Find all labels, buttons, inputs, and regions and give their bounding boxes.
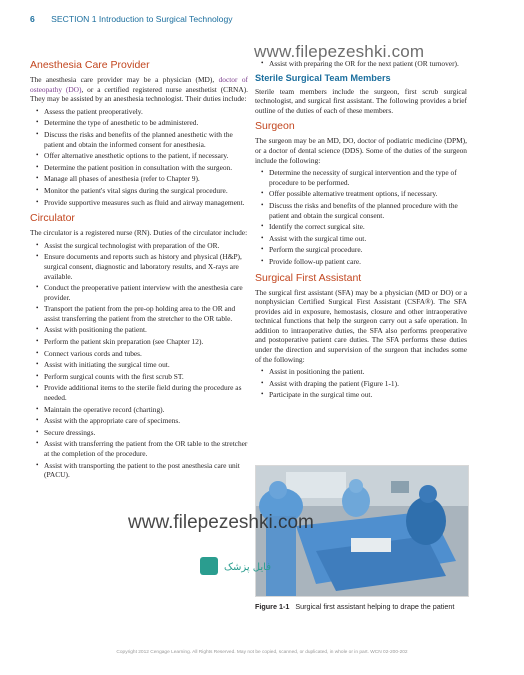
circulator-duties-list xyxy=(30,241,248,480)
list-item: • Identify the correct surgical site. xyxy=(269,222,467,232)
list-item: • Offer possible alternative treatment options, if necessary. xyxy=(269,189,467,199)
running-header xyxy=(30,14,494,28)
figure-caption xyxy=(255,602,475,611)
surgeon-duties-list xyxy=(255,168,467,266)
list-item: • Assess the patient preoperatively. xyxy=(44,107,248,117)
anesthesia-intro: The anesthesia care provider may be a physician (MD), doctor of osteopathy (DO), or a certified registered nurse anesthetist (CRNA). They may be assisted by an anesthesia technologist. Their duties include: xyxy=(30,75,249,104)
sfa-intro: The surgical first assistant (SFA) may be a physician (MD or DO) or a nonphysician Certified Surgical First Assistant (CSFA®). The SFA provides aid in exposure, hemostasis, closure and other intraoperative technical functions that help the surgeon carry out a safe operation. In addition to intraoperative duties, the SFA also performs preoperative and postoperative patient care duties. The SFA performs these duties under the direction and supervision of the surgeon that includes some of the following: xyxy=(255,287,467,364)
figure-label: Figure 1-1 xyxy=(255,602,290,611)
surgeon-intro: The surgeon may be an MD, DO, doctor of podiatric medicine (DPM), or a doctor of dental science (DDS). Some of the duties of the surgeon include the following: xyxy=(255,136,467,165)
list-item: • Determine the necessity of surgical intervention and the type of procedure to be performed. xyxy=(269,168,467,187)
list-item: • Provide additional items to the sterile field during the procedure as needed. xyxy=(44,383,248,402)
list-item: • Perform the patient skin preparation (see Chapter 12). xyxy=(44,337,248,347)
list-item: • Transport the patient from the pre-op holding area to the OR and assist transferring the patient from the stretcher to the OR table. xyxy=(44,304,248,323)
list-item: • Ensure documents and reports such as history and physical (H&P), surgical consent, diagnostic and laboratory results, and X-rays are available. xyxy=(44,252,248,281)
list-item: • Conduct the preoperative patient interview with the anesthesia care provider. xyxy=(44,283,248,302)
list-item: • Provide supportive measures such as fluid and airway management. xyxy=(44,198,248,208)
right-column xyxy=(255,54,467,404)
list-item: • Assist with the surgical time out. xyxy=(269,234,467,244)
list-item: • Participate in the surgical time out. xyxy=(269,390,467,400)
sfa-heading: Surgical First Assistant xyxy=(255,271,362,284)
list-item: • Discuss the risks and benefits of the planned procedure with the patient and obtain the surgical consent. xyxy=(269,201,467,220)
copyright-footer: Copyright 2012 Cengage Learning. All Rights Reserved. May not be copied, scanned, or duplicated, in whole or in part. WCN 02-200-202 xyxy=(116,650,408,655)
list-item: • Assist with transporting the patient to the post anesthesia care unit (PACU). xyxy=(44,461,248,480)
list-item: • Assist with transferring the patient from the OR table to the stretcher at the completion of the procedure. xyxy=(44,439,248,458)
list-item: • Assist the surgical technologist with preparation of the OR. xyxy=(44,241,248,251)
watermark-text: www.filepezeshki.com xyxy=(254,42,425,61)
page-number: 6 xyxy=(30,14,35,24)
circulator-intro: The circulator is a registered nurse (RN). Duties of the circulator include: xyxy=(30,228,248,238)
list-item: • Offer alternative anesthetic options to the patient, if necessary. xyxy=(44,151,248,161)
list-item: • Assist with initiating the surgical time out. xyxy=(44,360,248,370)
osteopathy-link[interactable]: doctor of osteopathy (DO) xyxy=(30,75,248,94)
list-item: • Secure dressings. xyxy=(44,428,248,438)
list-item: • Discuss the risks and benefits of the planned anesthetic with the patient and obtain the informed consent for anesthesia. xyxy=(44,130,248,149)
list-item: • Determine the type of anesthetic to be administered. xyxy=(44,118,248,128)
list-item: • Manage all phases of anesthesia (refer to Chapter 9). xyxy=(44,174,248,184)
watermark-logo-text: فایل پزشک xyxy=(224,562,271,573)
list-item: • Monitor the patient's vital signs during the surgical procedure. xyxy=(44,186,248,196)
anesthesia-duties-list xyxy=(30,107,248,207)
watermark-text: www.filepezeshki.com xyxy=(128,512,314,533)
surgeon-heading: Surgeon xyxy=(255,120,295,133)
figure-caption-text: Surgical first assistant helping to drape the patient xyxy=(295,602,455,611)
list-item: • Maintain the operative record (charting). xyxy=(44,405,248,415)
list-item: • Assist with positioning the patient. xyxy=(44,325,248,335)
sfa-duties-list xyxy=(255,367,467,400)
anesthesia-heading: Anesthesia Care Provider xyxy=(30,59,150,71)
circulator-heading: Circulator xyxy=(30,212,75,225)
list-item: • Assist in positioning the patient. xyxy=(269,367,467,377)
list-item: • Perform the surgical procedure. xyxy=(269,245,467,255)
list-item: • Determine the patient position in consultation with the surgeon. xyxy=(44,163,248,173)
chapter-title: SECTION 1 Introduction to Surgical Technology xyxy=(51,14,233,24)
list-item: • Connect various cords and tubes. xyxy=(44,349,248,359)
list-item: • Perform surgical counts with the first scrub ST. xyxy=(44,372,248,382)
list-item: • Provide follow-up patient care. xyxy=(269,257,467,267)
sterile-team-heading: Sterile Surgical Team Members xyxy=(255,72,391,83)
watermark-logo xyxy=(200,555,296,577)
list-item: • Assist with draping the patient (Figure 1-1). xyxy=(269,379,467,389)
sterile-team-intro: Sterile team members include the surgeon, first scrub surgical technologist, and surgical first assistant. The following provides a brief outline of the duties of each of these members. xyxy=(255,86,467,115)
list-item: • Assist with the appropriate care of specimens. xyxy=(44,416,248,426)
list-item: • Assist with preparing the OR for the next patient (OR turnover). xyxy=(269,59,467,69)
watermark-logo-icon xyxy=(200,555,296,577)
left-column xyxy=(30,54,248,484)
